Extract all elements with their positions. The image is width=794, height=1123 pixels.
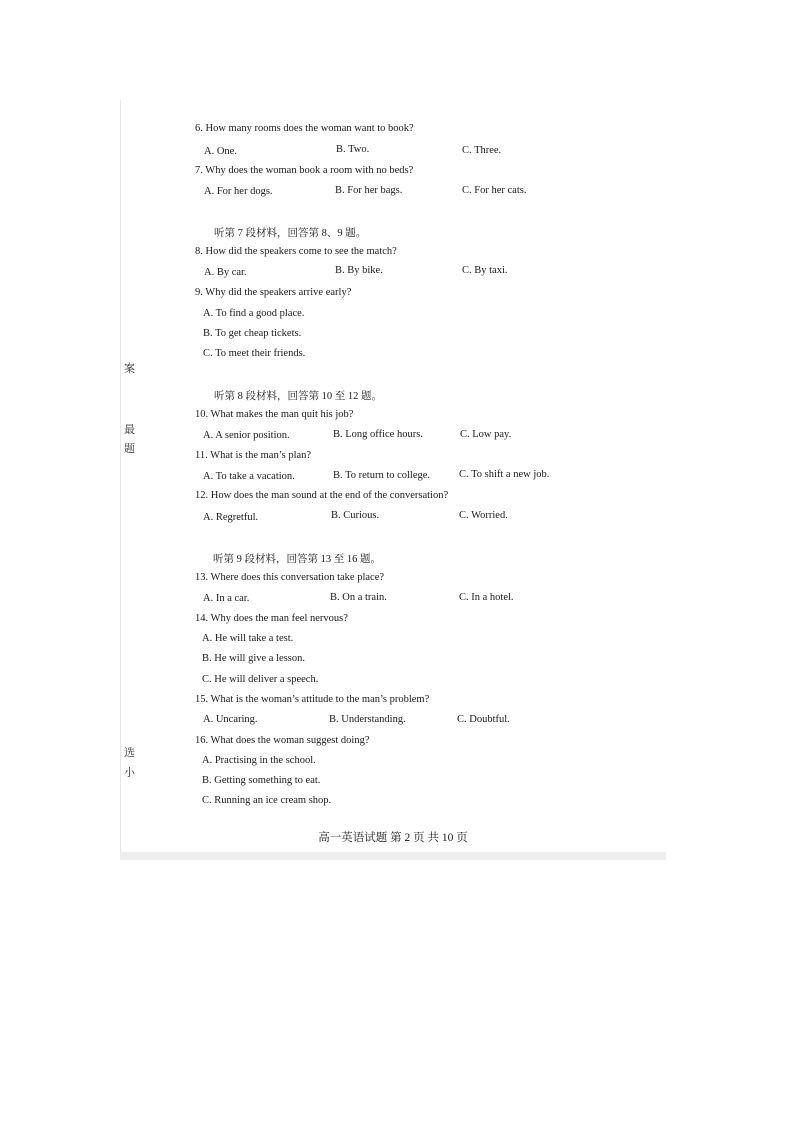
- option-c: C. Worried.: [459, 510, 508, 521]
- option-c: C. Doubtful.: [457, 714, 510, 725]
- footer-text: 高一英语试题 第 2 页 共 10 页: [318, 832, 468, 844]
- option-c: C. To shift a new job.: [459, 469, 550, 480]
- option-c: C. Running an ice cream shop.: [202, 795, 332, 806]
- question-stem: 9. Why did the speakers arrive early?: [195, 287, 352, 298]
- option-a: A. A senior position.: [203, 430, 290, 441]
- option-c: C. For her cats.: [462, 185, 527, 196]
- question-stem: 10. What makes the man quit his job?: [195, 409, 354, 420]
- question-stem: 15. What is the woman’s attitude to the man’s problem?: [195, 694, 430, 705]
- option-b: B. To return to college.: [333, 470, 431, 481]
- option-a: A. To take a vacation.: [203, 471, 295, 482]
- option-a: A. Practising in the school.: [202, 755, 316, 766]
- page-footer: [0, 829, 794, 845]
- option-c: C. In a hotel.: [459, 592, 514, 603]
- question-stem: 6. How many rooms does the woman want to book?: [195, 123, 414, 134]
- option-c: C. By taxi.: [462, 265, 508, 276]
- margin-mark: 最: [124, 424, 135, 436]
- option-a: A. He will take a test.: [202, 633, 294, 644]
- option-b: B. Curious.: [331, 510, 380, 521]
- option-a: A. For her dogs.: [204, 186, 273, 197]
- option-c: C. To meet their friends.: [203, 348, 306, 359]
- section-heading: 听第 8 段材料，回答第 10 至 12 题。: [214, 391, 382, 402]
- question-stem: 11. What is the man’s plan?: [195, 450, 312, 461]
- option-c: C. Low pay.: [460, 429, 512, 440]
- scan-edge: [120, 852, 666, 860]
- option-c: C. Three.: [462, 145, 502, 156]
- section-heading: 听第 7 段材料，回答第 8、9 题。: [214, 228, 367, 239]
- option-a: A. Regretful.: [203, 512, 259, 523]
- margin-mark: 案: [124, 363, 135, 375]
- option-c: C. He will deliver a speech.: [202, 674, 319, 685]
- question-stem: 7. Why does the woman book a room with no beds?: [195, 165, 414, 176]
- option-a: A. By car.: [204, 267, 247, 278]
- option-b: B. He will give a lesson.: [202, 653, 305, 664]
- option-a: A. To find a good place.: [203, 308, 305, 319]
- option-a: A. Uncaring.: [203, 714, 258, 725]
- option-b: B. On a train.: [330, 592, 387, 603]
- option-b: B. Understanding.: [329, 714, 406, 725]
- question-stem: 16. What does the woman suggest doing?: [195, 735, 370, 746]
- option-b: B. To get cheap tickets.: [203, 328, 302, 339]
- question-stem: 13. Where does this conversation take place?: [195, 572, 385, 583]
- margin-mark: 小: [124, 767, 135, 779]
- option-b: B. Two.: [336, 144, 370, 155]
- question-stem: 8. How did the speakers come to see the match?: [195, 246, 397, 257]
- margin-mark: 选: [124, 747, 135, 759]
- option-b: B. For her bags.: [335, 185, 403, 196]
- option-a: A. In a car.: [203, 593, 250, 604]
- option-b: B. Getting something to eat.: [202, 775, 321, 786]
- option-b: B. By bike.: [335, 265, 383, 276]
- option-b: B. Long office hours.: [333, 429, 423, 440]
- margin-mark: 题: [124, 443, 135, 455]
- question-stem: 12. How does the man sound at the end of the conversation?: [195, 490, 449, 501]
- option-a: A. One.: [204, 146, 237, 157]
- section-heading: 听第 9 段材料，回答第 13 至 16 题。: [213, 554, 381, 565]
- question-stem: 14. Why does the man feel nervous?: [195, 613, 348, 624]
